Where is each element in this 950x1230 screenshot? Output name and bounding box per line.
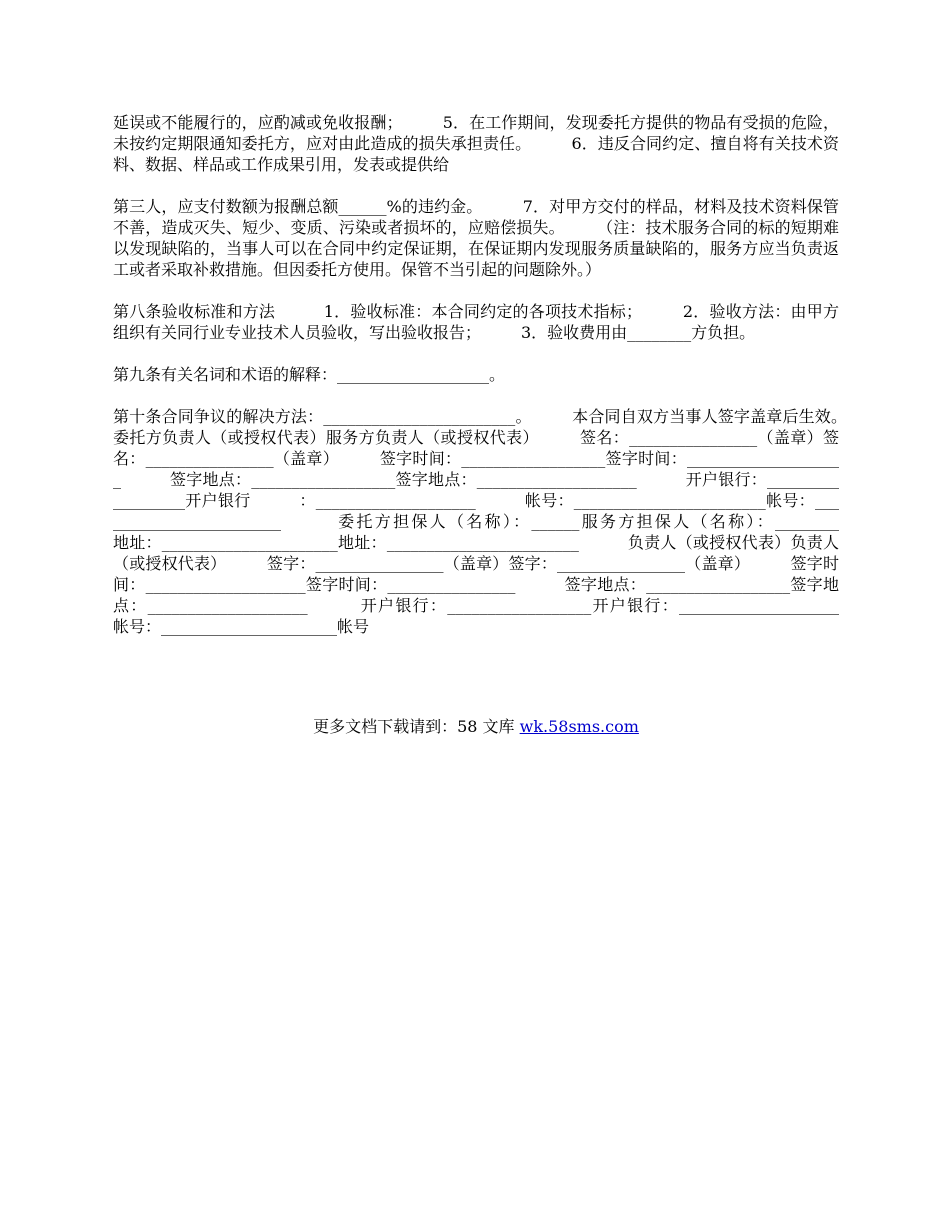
paragraph-liability-clauses: 延误或不能履行的，应酌减或免收报酬； 5．在工作期间，发现委托方提供的物品有受损的危险，未按约定期限通知委托方，应对由此造成的损失承担责任。 6．违反合同约定、擅自将有关技术资料、数据、样品或工作成果引用，发表或提供给: [113, 113, 839, 174]
paragraph-penalty-clauses: 第三人，应支付数额为报酬总额______%的违约金。 7．对甲方交付的样品，材料及技术资料保管不善，造成灭失、短少、变质、污染或者损坏的，应赔偿损失。 （注：技术服务合同的标的短期难以发现缺陷的，当事人可以在合同中约定保证期，在保证期内发现服务质量缺陷的，服务方应当负责返工或者采取补救措施。但因委托方使用。保管不当引起的问题除外。）: [113, 197, 839, 279]
paragraph-article-9-terms: 第九条有关名词和术语的解释：___________________。: [113, 365, 506, 384]
document-body: [113, 112, 888, 637]
footer-prefix: 更多文档下载请到：58 文库: [313, 717, 520, 736]
paragraph-article-10-signatures: 第十条合同争议的解决方法：________________________。 本合同自双方当事人签字盖章后生效。 委托方负责人（或授权代表）服务方负责人（或授权代表） 签名：________________（盖章）签名：________________（盖章） 签字时间：__________________签字时间：____________________ 签字地点：__________________签字地点：____________________ 开户银行：__________________开户银行 ：____________________ 帐号：________________________帐号：________________________ 委托方担保人（名称）：______服务方担保人（名称）：________ 地址：______________________地址：________________________ 负责人（或授权代表）负责人（或授权代表） 签字：________________（盖章）签字：________________（盖章） 签字时间：____________________签字时间：________________ 签字地点：__________________签字地点：____________________ 开户银行：__________________开户银行：____________________ 帐号：______________________帐号: [113, 407, 888, 636]
footer: [113, 716, 839, 737]
paragraph-article-8-acceptance: 第八条验收标准和方法 1．验收标准：本合同约定的各项技术指标； 2．验收方法：由甲方组织有关同行业专业技术人员验收，写出验收报告； 3．验收费用由________方负担。: [113, 302, 839, 342]
footer-link[interactable]: wk.58sms.com: [519, 717, 639, 736]
